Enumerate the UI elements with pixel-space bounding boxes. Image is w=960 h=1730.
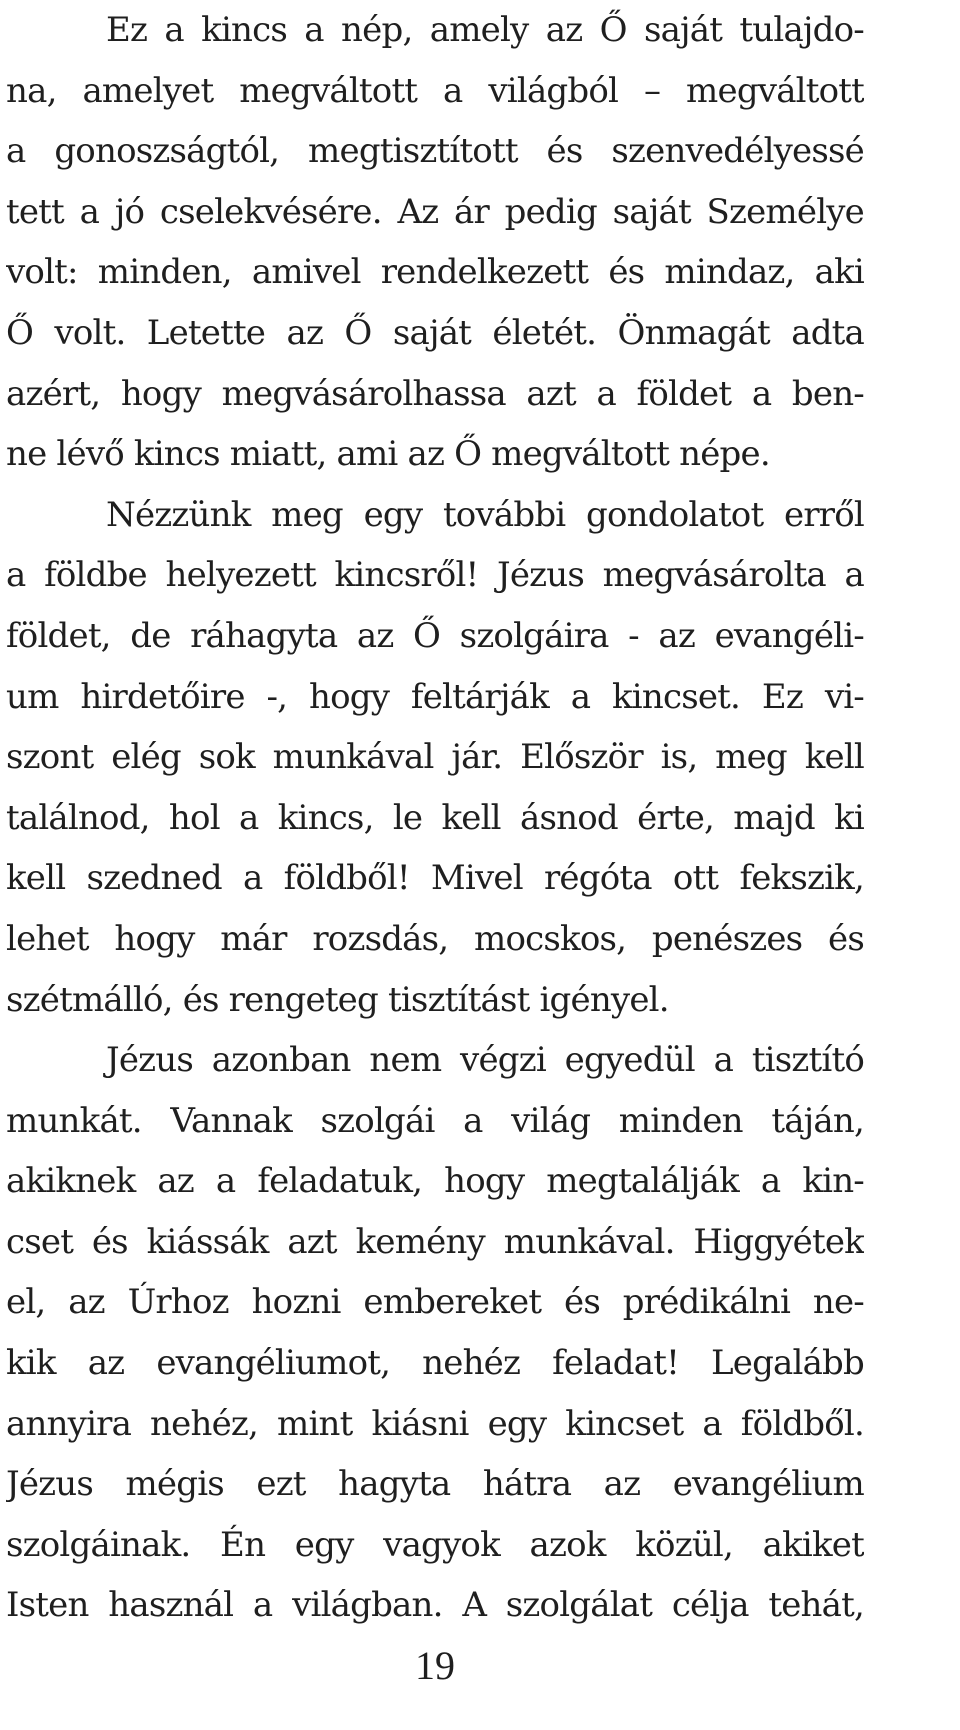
text-line: szont elég sok munkával jár. Először is, meg kell <box>6 737 864 778</box>
text-line: találnod, hol a kincs, le kell ásnod érte, majd ki <box>6 797 864 838</box>
paragraph <box>6 485 864 1030</box>
text-line: szétmálló, és rengeteg tisztítást igényel. <box>6 979 669 1020</box>
text-line: na, amelyet megváltott a világból – megváltott <box>6 70 864 111</box>
page-number: 19 <box>415 1643 455 1688</box>
text-line: annyira nehéz, mint kiásni egy kincset a földből. <box>6 1403 864 1444</box>
text-line: cset és kiássák azt kemény munkával. Higgyétek <box>6 1221 864 1262</box>
text-line: kell szedned a földből! Mivel régóta ott fekszik, <box>6 858 864 899</box>
body-text <box>6 0 864 1636</box>
text-line: el, az Úrhoz hozni embereket és prédikálni ne- <box>6 1282 864 1323</box>
text-line: földet, de ráhagyta az Ő szolgáira - az evangéli- <box>6 615 864 656</box>
text-line: Ez a kincs a nép, amely az Ő saját tulajdo- <box>106 10 864 50</box>
text-line: szolgáinak. Én egy vagyok azok közül, akiket <box>6 1524 864 1565</box>
text-line: a földbe helyezett kincsről! Jézus megvásárolta a <box>6 555 864 596</box>
paragraph <box>6 1030 864 1636</box>
text-line: a gonoszságtól, megtisztított és szenvedélyessé <box>6 131 864 172</box>
text-line: azért, hogy megvásárolhassa azt a földet a ben- <box>6 373 864 414</box>
text-line: ne lévő kincs miatt, ami az Ő megváltott népe. <box>6 434 770 475</box>
text-line: lehet hogy már rozsdás, mocskos, penészes és <box>6 918 864 959</box>
text-line: volt: minden, amivel rendelkezett és mindaz, aki <box>6 252 864 293</box>
text-line: Nézzünk meg egy további gondolatot erről <box>106 494 864 535</box>
text-line: Jézus mégis ezt hagyta hátra az evangélium <box>6 1464 864 1505</box>
text-line: um hirdetőire -, hogy feltárják a kincset. Ez vi- <box>6 676 864 717</box>
text-line: Isten használ a világban. A szolgálat célja tehát, <box>6 1585 864 1626</box>
text-line: tett a jó cselekvésére. Az ár pedig saját Személye <box>6 191 864 232</box>
paragraph <box>6 0 864 485</box>
text-line: Ő volt. Letette az Ő saját életét. Önmagát adta <box>6 312 864 353</box>
text-line: munkát. Vannak szolgái a világ minden táján, <box>6 1100 864 1141</box>
text-line: kik az evangéliumot, nehéz feladat! Legalább <box>6 1343 864 1384</box>
text-line: akiknek az a feladatuk, hogy megtalálják a kin- <box>6 1161 864 1202</box>
text-line: Jézus azonban nem végzi egyedül a tisztító <box>106 1040 864 1081</box>
